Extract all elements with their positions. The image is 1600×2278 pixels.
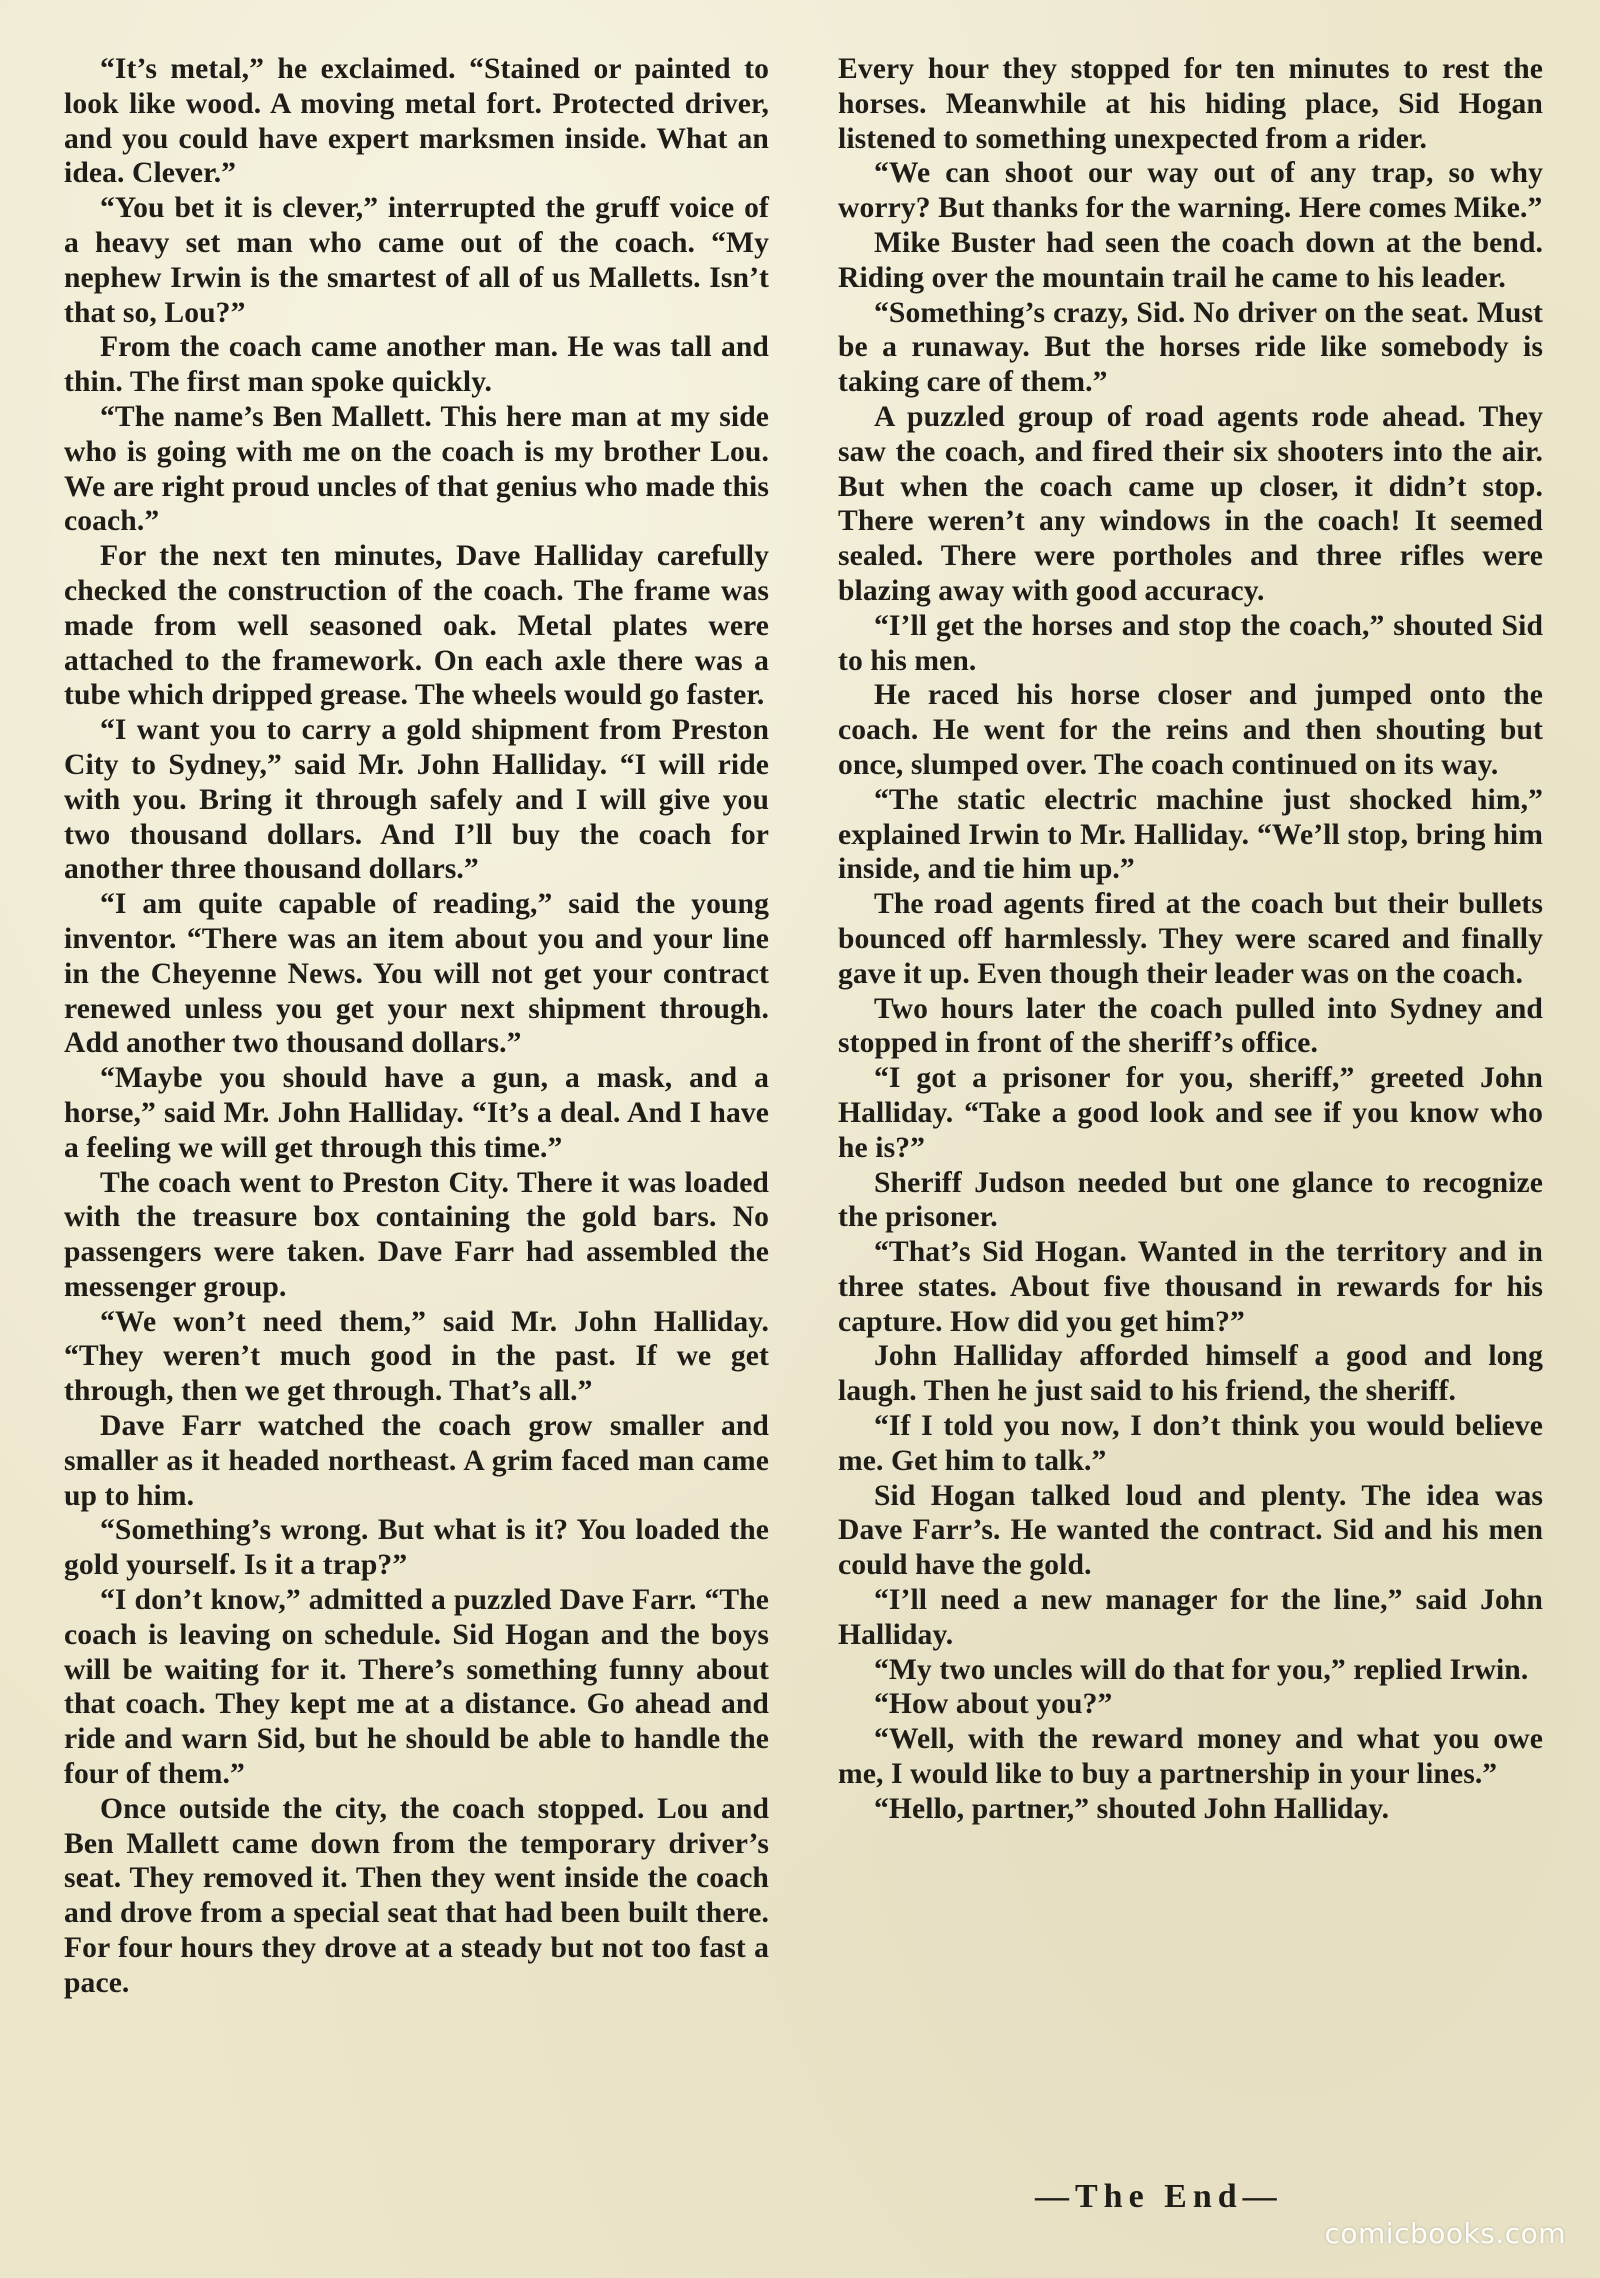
paragraph: Mike Buster had seen the coach down at the bend. Riding over the mountain trail he came to his leader. bbox=[838, 226, 1543, 294]
paragraph: He raced his horse closer and jumped onto the coach. He went for the reins and then shouting but once, slumped over. The coach continued on its way. bbox=[838, 679, 1543, 781]
paragraph: “I am quite capable of reading,” said the young inventor. “There was an item about you and your line in the Cheyenne News. You will not get your contract renewed unless you get your next shipment through. Add another two thousand dollars.” bbox=[64, 888, 769, 1060]
paragraph: “Hello, partner,” shouted John Halliday. bbox=[874, 1792, 1390, 1825]
paragraph: “Well, with the reward money and what you owe me, I would like to buy a partnership in your lines.” bbox=[838, 1723, 1543, 1791]
paragraph: “If I told you now, I don’t think you would believe me. Get him to talk.” bbox=[838, 1410, 1543, 1477]
paragraph: “Something’s crazy, Sid. No driver on the seat. Must be a runaway. But the horses ride like somebody is taking care of them.” bbox=[838, 296, 1543, 399]
paragraph: “The static electric machine just shocked him,” explained Irwin to Mr. Halliday. “We’ll stop, bring him inside, and tie him up.” bbox=[838, 783, 1543, 886]
text-column-right bbox=[838, 52, 1543, 1827]
text-column-left bbox=[64, 52, 769, 2001]
paragraph: “I don’t know,” admitted a puzzled Dave Farr. “The coach is leaving on schedule. Sid Hogan and the boys will be waiting for it. There’s something funny about that coach. They kept me at a distance. Go ahead and ride and warn Sid, but he should be able to handle the four of them.” bbox=[64, 1584, 769, 1791]
paragraph: Sheriff Judson needed but one glance to recognize the prisoner. bbox=[838, 1166, 1543, 1234]
paragraph: “I want you to carry a gold shipment from Preston City to Sydney,” said Mr. John Halliday. “I will ride with you. Bring it through safely and I will give you two thousand dollars. And I’ll buy the coach for another three thousand dollars.” bbox=[64, 714, 769, 886]
paragraph: Dave Farr watched the coach grow smaller and smaller as it headed northeast. A grim faced man came up to him. bbox=[64, 1410, 769, 1512]
paragraph: Sid Hogan talked loud and plenty. The idea was Dave Farr’s. He wanted the contract. Sid and his men could have the gold. bbox=[838, 1479, 1543, 1582]
paragraph: A puzzled group of road agents rode ahead. They saw the coach, and fired their six shooters into the air. But when the coach came up closer, it didn’t stop. There weren’t any windows in the coach! It seemed sealed. There were portholes and three rifles were blazing away with good accuracy. bbox=[838, 400, 1543, 607]
paragraph: For the next ten minutes, Dave Halliday carefully checked the construction of the coach. The frame was made from well seasoned oak. Metal plates were attached to the framework. On each axle there was a tube which dripped grease. The wheels would go faster. bbox=[64, 540, 769, 712]
paragraph: Every hour they stopped for ten minutes to rest the horses. Meanwhile at his hiding place, Sid Hogan listened to something unexpected from a rider. bbox=[838, 53, 1543, 155]
paragraph: “I got a prisoner for you, sheriff,” greeted John Halliday. “Take a good look and see if you know who he is?” bbox=[838, 1062, 1543, 1164]
paragraph: John Halliday afforded himself a good and long laugh. Then he just said to his friend, the sheriff. bbox=[838, 1340, 1543, 1408]
paragraph: From the coach came another man. He was tall and thin. The first man spoke quickly. bbox=[64, 331, 769, 399]
the-end-label: —The End— bbox=[1035, 2178, 1283, 2215]
paragraph: “My two uncles will do that for you,” replied Irwin. bbox=[874, 1653, 1529, 1686]
paragraph: “We won’t need them,” said Mr. John Halliday. “They weren’t much good in the past. If we get through, then we get through. That’s all.” bbox=[64, 1305, 769, 1408]
paragraph: Once outside the city, the coach stopped. Lou and Ben Mallett came down from the temporary driver’s seat. They removed it. Then they went inside the coach and drove from a special seat that had been built there. For four hours they drove at a steady but not too fast a pace. bbox=[64, 1792, 769, 1999]
paragraph: “Maybe you should have a gun, a mask, and a horse,” said Mr. John Halliday. “It’s a deal. And I have a feeling we will get through this time.” bbox=[64, 1062, 769, 1164]
paragraph: Two hours later the coach pulled into Sydney and stopped in front of the sheriff’s office. bbox=[838, 992, 1543, 1060]
paragraph: The coach went to Preston City. There it was loaded with the treasure box containing the gold bars. No passengers were taken. Dave Farr had assembled the messenger group. bbox=[64, 1166, 769, 1303]
paragraph: “That’s Sid Hogan. Wanted in the territory and in three states. About five thousand in rewards for his capture. How did you get him?” bbox=[838, 1236, 1543, 1338]
paragraph: “It’s metal,” he exclaimed. “Stained or painted to look like wood. A moving metal fort. Protected driver, and you could have expert marksmen inside. What an idea. Clever.” bbox=[64, 53, 769, 190]
paragraph: “You bet it is clever,” interrupted the gruff voice of a heavy set man who came out of the coach. “My nephew Irwin is the smartest of all of us Malletts. Isn’t that so, Lou?” bbox=[64, 192, 769, 329]
paragraph: “Something’s wrong. But what is it? You loaded the gold yourself. Is it a trap?” bbox=[64, 1514, 769, 1582]
paragraph: The road agents fired at the coach but their bullets bounced off harmlessly. They were scared and finally gave it up. Even though their leader was on the coach. bbox=[838, 888, 1543, 990]
paragraph: “How about you?” bbox=[874, 1688, 1113, 1721]
paragraph: “I’ll need a new manager for the line,” said John Halliday. bbox=[838, 1584, 1543, 1651]
paragraph: “The name’s Ben Mallett. This here man at my side who is going with me on the coach is my brother Lou. We are right proud uncles of that genius who made this coach.” bbox=[64, 400, 769, 538]
paragraph: “I’ll get the horses and stop the coach,” shouted Sid to his men. bbox=[838, 609, 1543, 677]
site-watermark: comicbooks.com bbox=[1324, 2217, 1566, 2250]
paragraph: “We can shoot our way out of any trap, so why worry? But thanks for the warning. Here comes Mike.” bbox=[838, 157, 1543, 225]
